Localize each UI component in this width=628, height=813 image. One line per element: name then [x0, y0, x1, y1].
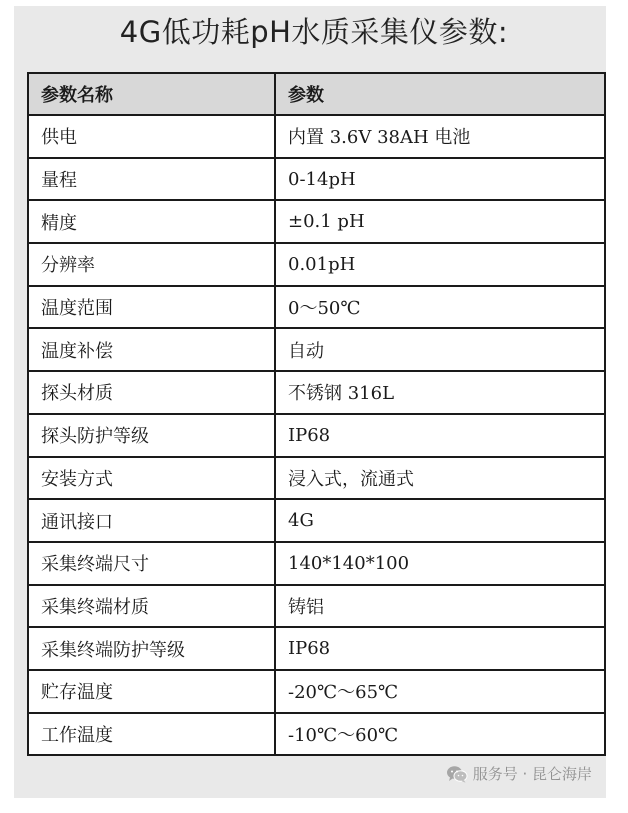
table-row: [28, 286, 605, 329]
table-row: [28, 499, 605, 542]
page-title: 4G低功耗pH水质采集仪参数:: [119, 15, 509, 49]
parameter-name-cell: 采集终端防护等级: [28, 627, 275, 670]
parameter-value-cell: 0～50℃: [275, 286, 605, 329]
parameter-name-cell: 工作温度: [28, 713, 275, 756]
wechat-icon: [446, 765, 468, 783]
parameter-value-cell: 140*140*100: [275, 542, 605, 585]
parameter-value-cell: IP68: [275, 414, 605, 457]
parameter-value-cell: 0-14pH: [275, 158, 605, 201]
parameter-table: [27, 72, 606, 756]
parameter-value-cell: IP68: [275, 627, 605, 670]
parameter-name-cell: 采集终端尺寸: [28, 542, 275, 585]
table-row: [28, 670, 605, 713]
parameter-name-cell: 贮存温度: [28, 670, 275, 713]
table-header-row: [28, 73, 605, 115]
table-row: [28, 542, 605, 585]
table-row: [28, 713, 605, 756]
table-row: [28, 627, 605, 670]
parameter-value-cell: 4G: [275, 499, 605, 542]
parameter-name-cell: 分辨率: [28, 243, 275, 286]
table-row: [28, 115, 605, 158]
table-row: [28, 328, 605, 371]
parameter-name-cell: 采集终端材质: [28, 585, 275, 628]
table-row: [28, 243, 605, 286]
table-row: [28, 457, 605, 500]
watermark: [446, 763, 592, 784]
parameter-name-cell: 探头材质: [28, 371, 275, 414]
parameter-name-cell: 精度: [28, 200, 275, 243]
parameter-name-cell: 探头防护等级: [28, 414, 275, 457]
parameter-name-cell: 温度补偿: [28, 328, 275, 371]
parameter-value-cell: 不锈钢 316L: [275, 371, 605, 414]
column-header-parameter-name: 参数名称: [28, 73, 275, 115]
table-row: [28, 414, 605, 457]
parameter-name-cell: 通讯接口: [28, 499, 275, 542]
parameter-value-cell: 内置 3.6V 38AH 电池: [275, 115, 605, 158]
table-row: [28, 200, 605, 243]
parameter-value-cell: ±0.1 pH: [275, 200, 605, 243]
parameter-name-cell: 供电: [28, 115, 275, 158]
parameter-name-cell: 量程: [28, 158, 275, 201]
parameter-value-cell: -20℃～65℃: [275, 670, 605, 713]
parameter-name-cell: 安装方式: [28, 457, 275, 500]
watermark-text: 服务号 · 昆仑海岸: [472, 765, 592, 783]
parameter-value-cell: 0.01pH: [275, 243, 605, 286]
parameter-value-cell: 铸铝: [275, 585, 605, 628]
parameter-name-cell: 温度范围: [28, 286, 275, 329]
parameter-value-cell: 浸入式，流通式: [275, 457, 605, 500]
table-row: [28, 585, 605, 628]
parameter-value-cell: 自动: [275, 328, 605, 371]
table-row: [28, 158, 605, 201]
parameter-value-cell: -10℃～60℃: [275, 713, 605, 756]
table-row: [28, 371, 605, 414]
column-header-parameter-value: 参数: [275, 73, 605, 115]
